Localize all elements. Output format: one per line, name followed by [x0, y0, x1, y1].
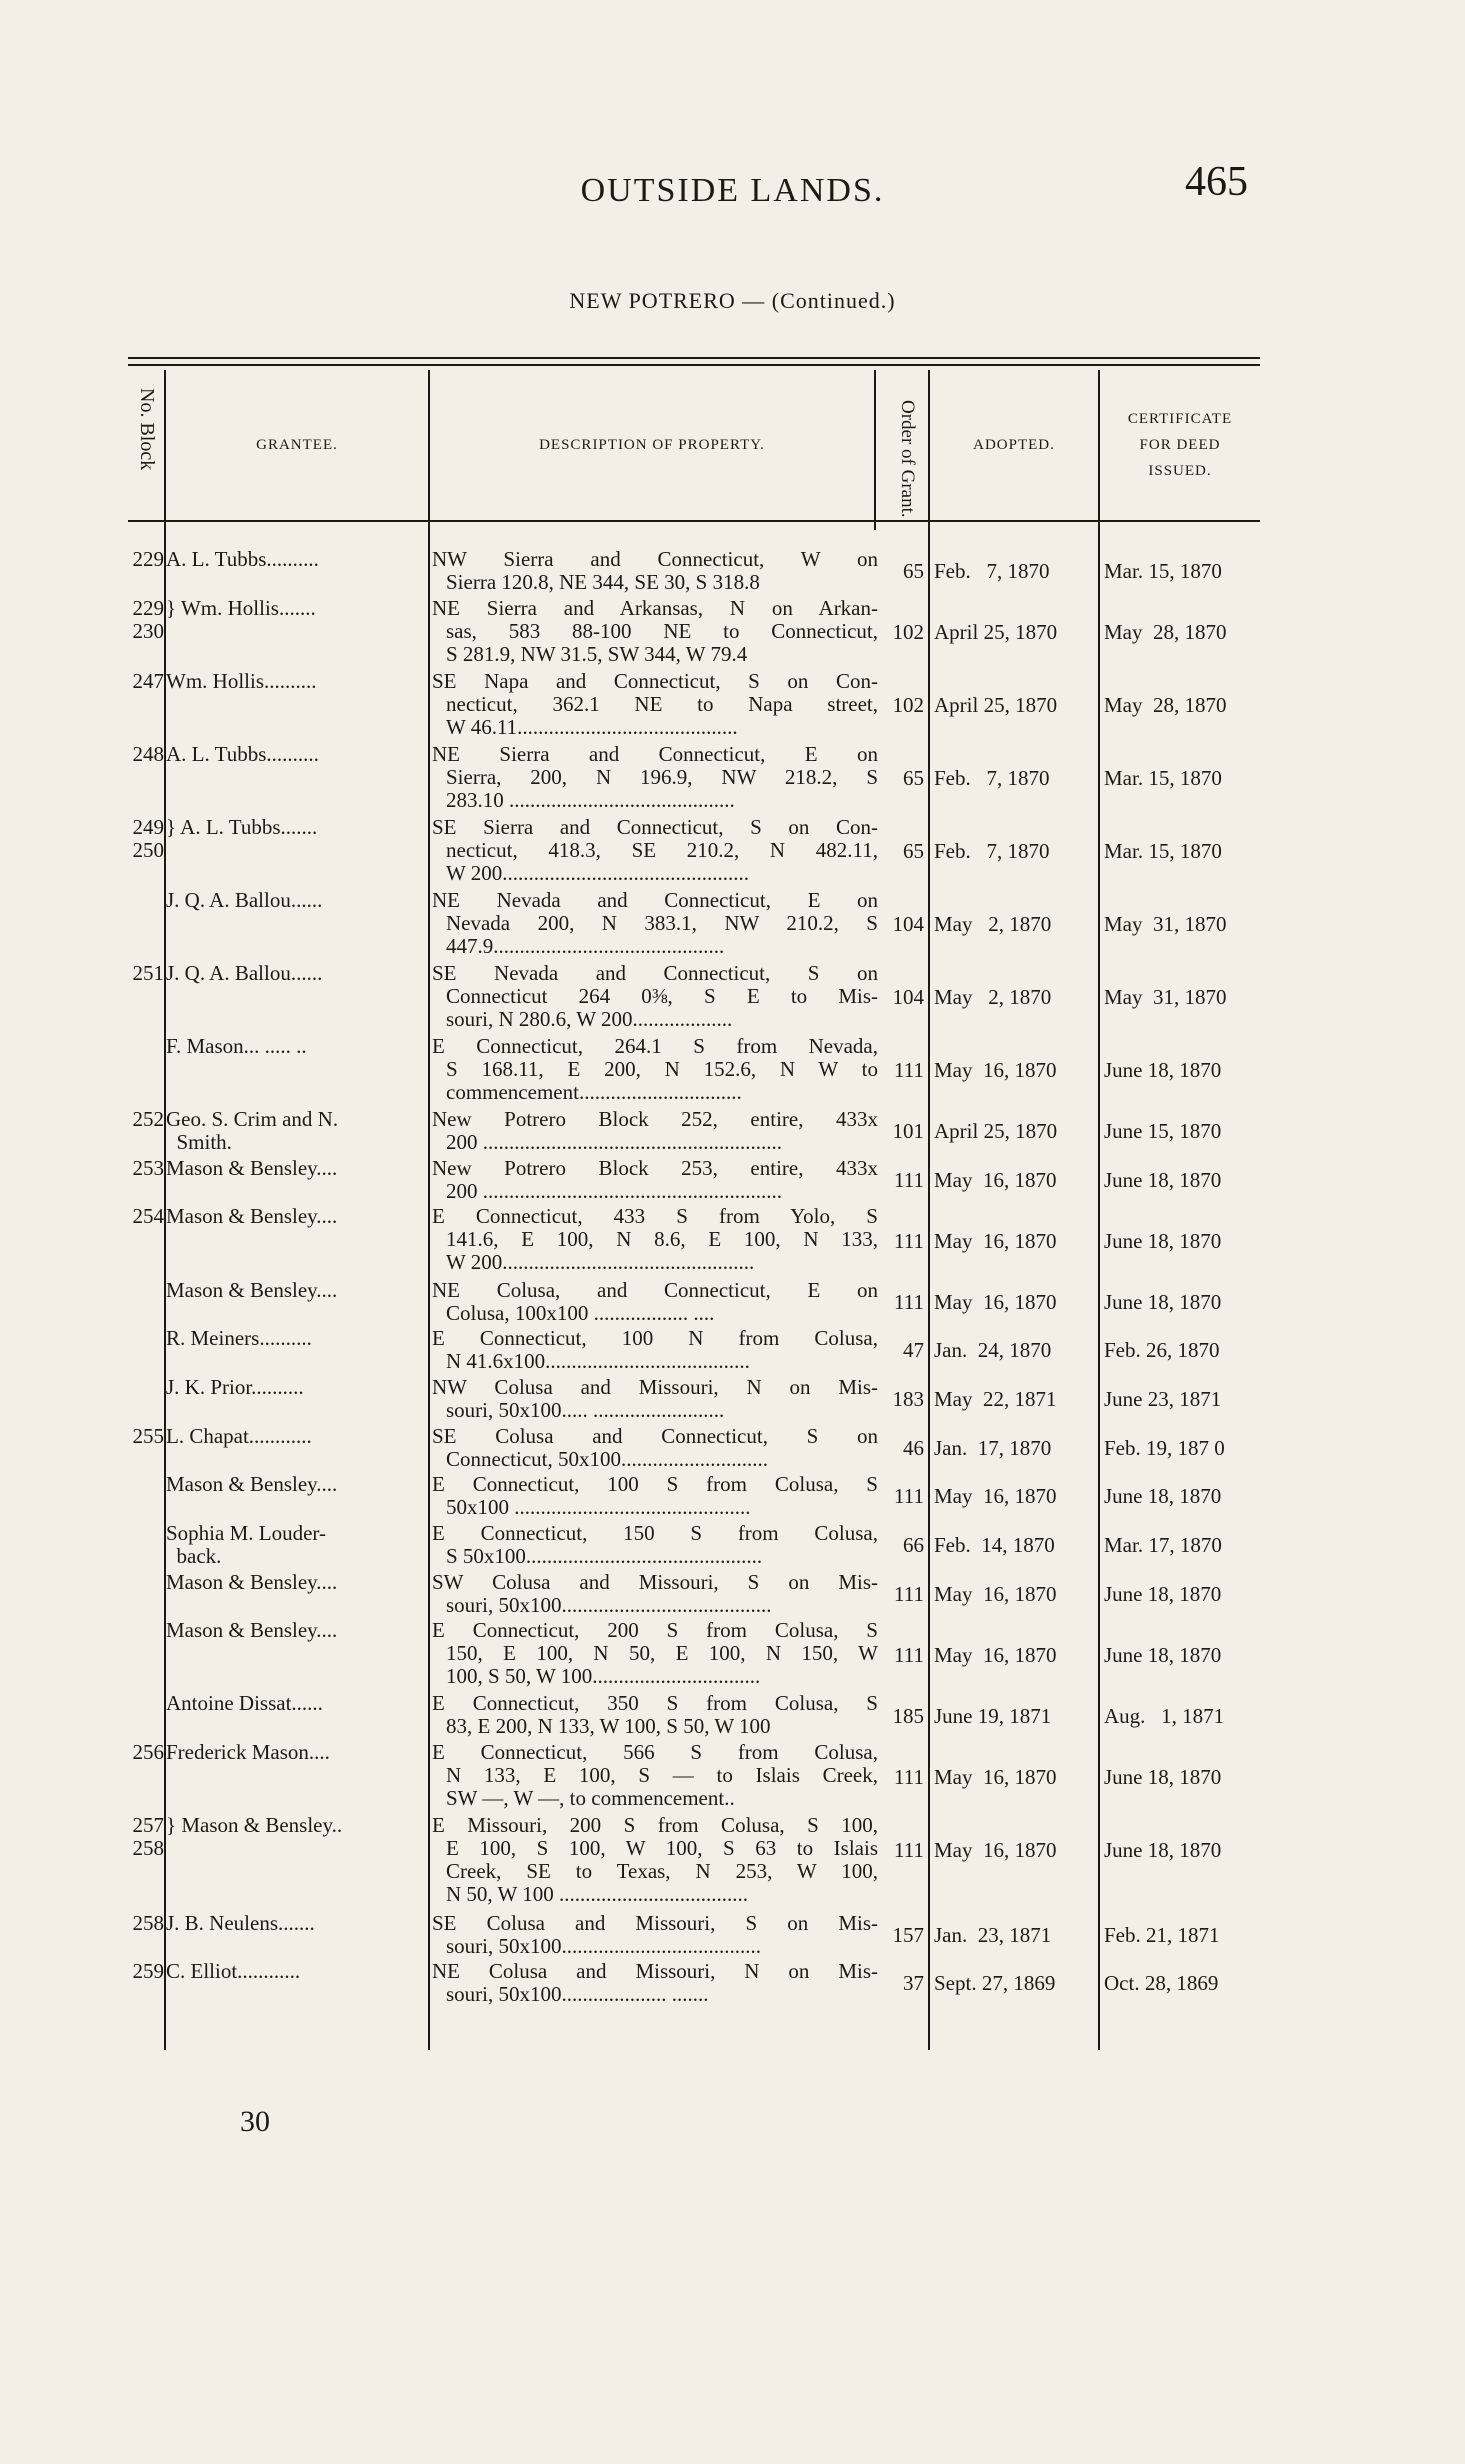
- description-line: Connecticut, 50x100............................: [446, 1446, 768, 1471]
- certificate-date: Mar. 15, 1870: [1104, 559, 1222, 584]
- certificate-date: Mar. 15, 1870: [1104, 766, 1222, 791]
- property-description: [432, 1376, 878, 1422]
- grantee: Mason & Bensley....: [166, 1472, 338, 1497]
- certificate-date: June 23, 1871: [1104, 1387, 1222, 1412]
- adopted-date: May 2, 1870: [934, 912, 1052, 937]
- signature-mark: 30: [240, 2105, 270, 2138]
- certificate-date: May 28, 1870: [1104, 693, 1227, 718]
- grantee: Geo. S. Crim and N. Smith.: [166, 1107, 339, 1155]
- adopted-date: Feb. 7, 1870: [934, 839, 1050, 864]
- description-line: NW Colusa and Missouri, N on Mis-: [432, 1374, 878, 1399]
- property-description: [432, 816, 878, 885]
- description-line: souri, 50x100..... .........................: [446, 1397, 725, 1422]
- adopted-date: Jan. 24, 1870: [934, 1338, 1052, 1363]
- description-line: N 133, E 100, S — to Islais Creek,: [446, 1763, 878, 1788]
- adopted-date: Jan. 17, 1870: [934, 1435, 1052, 1460]
- description-line: commencement...............................: [446, 1080, 742, 1104]
- top-rule: [128, 357, 1260, 359]
- grantee: Sophia M. Louder- back.: [166, 1521, 326, 1568]
- grant-order: 111: [894, 1167, 924, 1192]
- description-line: SW Colusa and Missouri, S on Mis-: [432, 1569, 878, 1594]
- block-number: 252: [132, 1107, 164, 1132]
- grant-order: 102: [892, 620, 924, 645]
- adopted-date: Feb. 7, 1870: [934, 559, 1050, 584]
- property-description: [432, 1108, 878, 1154]
- grant-order: 111: [894, 1581, 924, 1606]
- description-line: NE Colusa, and Connecticut, E on: [432, 1277, 878, 1302]
- description-line: New Potrero Block 252, entire, 433x: [432, 1107, 878, 1132]
- col-header-block: No. Block: [136, 388, 158, 471]
- description-line: SE Colusa and Connecticut, S on: [432, 1423, 878, 1448]
- certificate-date: May 31, 1870: [1104, 912, 1227, 937]
- description-line: N 50, W 100 ....................................: [446, 1882, 748, 1907]
- adopted-date: May 2, 1870: [934, 985, 1052, 1010]
- description-line: Sierra 120.8, NE 344, SE 30, S 318.8: [446, 570, 760, 594]
- property-description: [432, 889, 878, 958]
- certificate-date: Aug. 1, 1871: [1104, 1703, 1225, 1728]
- col-header-grantee: GRANTEE.: [256, 437, 338, 453]
- adopted-date: May 16, 1870: [934, 1581, 1057, 1606]
- grant-order: 157: [892, 1922, 924, 1947]
- description-line: NE Sierra and Arkansas, N on Arkan-: [432, 595, 878, 620]
- certificate-date: May 28, 1870: [1104, 620, 1227, 645]
- adopted-date: April 25, 1870: [934, 1119, 1058, 1144]
- description-line: E Connecticut, 100 N from Colusa,: [432, 1326, 878, 1351]
- grantee: Mason & Bensley....: [166, 1204, 338, 1229]
- adopted-date: May 16, 1870: [934, 1167, 1057, 1192]
- grantee: R. Meiners..........: [166, 1326, 312, 1351]
- description-line: SE Nevada and Connecticut, S on: [432, 960, 878, 985]
- description-line: New Potrero Block 253, entire, 433x: [432, 1155, 878, 1180]
- adopted-date: April 25, 1870: [934, 693, 1058, 718]
- grantee: J. B. Neulens.......: [166, 1910, 315, 1935]
- description-line: NE Sierra and Connecticut, E on: [432, 741, 878, 766]
- property-description: [432, 743, 878, 812]
- adopted-date: May 16, 1870: [934, 1228, 1057, 1253]
- grantee: Mason & Bensley....: [166, 1569, 338, 1594]
- certificate-date: June 18, 1870: [1104, 1837, 1222, 1862]
- property-description: [432, 1741, 878, 1810]
- grant-order: 111: [894, 1289, 924, 1314]
- grant-order: 104: [892, 985, 924, 1010]
- col-header-certificate: CERTIFICATE FOR DEED ISSUED.: [1127, 411, 1233, 479]
- description-line: Connecticut 264 0⅜, S E to Mis-: [446, 983, 878, 1008]
- grantee: Wm. Hollis..........: [166, 668, 317, 693]
- grant-order: 104: [892, 912, 924, 937]
- description-line: E Connecticut, 100 S from Colusa, S: [432, 1472, 878, 1497]
- grantee: J. Q. A. Ballou......: [166, 960, 323, 985]
- grantee: } Wm. Hollis.......: [166, 595, 316, 620]
- description-line: S 281.9, NW 31.5, SW 344, W 79.4: [446, 641, 748, 666]
- adopted-date: May 16, 1870: [934, 1484, 1057, 1509]
- grant-order: 65: [903, 559, 924, 584]
- description-line: W 200................................................: [446, 1250, 755, 1275]
- certificate-date: Oct. 28, 1869: [1104, 1971, 1219, 1996]
- property-description: [432, 1960, 878, 2006]
- property-description: [432, 1692, 878, 1738]
- column-divider: [874, 370, 876, 530]
- description-line: W 46.11..........................................: [446, 714, 738, 739]
- property-description: [432, 1912, 878, 1958]
- grant-order: 111: [894, 1837, 924, 1862]
- description-line: E Connecticut, 264.1 S from Nevada,: [432, 1034, 878, 1058]
- description-line: souri, N 280.6, W 200...................: [446, 1006, 733, 1031]
- certificate-date: June 18, 1870: [1104, 1764, 1222, 1789]
- certificate-date: June 18, 1870: [1104, 1289, 1222, 1314]
- description-line: SE Napa and Connecticut, S on Con-: [432, 668, 878, 693]
- description-line: necticut, 418.3, SE 210.2, N 482.11,: [446, 837, 878, 862]
- block-number: 251: [132, 960, 164, 985]
- description-line: 141.6, E 100, N 8.6, E 100, N 133,: [446, 1227, 878, 1252]
- description-line: 200 .........................................................: [446, 1178, 782, 1203]
- property-description: [432, 962, 878, 1031]
- description-line: W 200...............................................: [446, 860, 749, 885]
- grantee: A. L. Tubbs..........: [166, 547, 319, 571]
- description-line: 150, E 100, N 50, E 100, N 150, W: [446, 1641, 878, 1666]
- block-number: 248: [132, 741, 164, 766]
- adopted-date: May 16, 1870: [934, 1058, 1057, 1083]
- property-description: [432, 1522, 878, 1568]
- col-header-description: DESCRIPTION OF PROPERTY.: [539, 437, 765, 453]
- block-number: 229 230: [132, 595, 164, 643]
- description-line: N 41.6x100.......................................: [446, 1349, 750, 1374]
- grantee: Frederick Mason....: [166, 1740, 330, 1765]
- description-line: 100, S 50, W 100................................: [446, 1664, 761, 1689]
- adopted-date: Jan. 23, 1871: [934, 1922, 1052, 1947]
- block-number: 247: [132, 668, 164, 693]
- description-line: necticut, 362.1 NE to Napa street,: [446, 691, 878, 716]
- adopted-date: May 16, 1870: [934, 1837, 1057, 1862]
- block-number: 258: [132, 1910, 164, 1935]
- adopted-date: May 16, 1870: [934, 1764, 1057, 1789]
- block-number: 229: [132, 547, 164, 571]
- description-line: NE Colusa and Missouri, N on Mis-: [432, 1959, 878, 1984]
- grant-order: 111: [894, 1642, 924, 1667]
- certificate-date: Mar. 17, 1870: [1104, 1533, 1222, 1558]
- top-rule-inner: [128, 364, 1260, 366]
- certificate-date: Mar. 15, 1870: [1104, 839, 1222, 864]
- property-description: [432, 1035, 878, 1104]
- adopted-date: Feb. 14, 1870: [934, 1533, 1055, 1558]
- adopted-date: Sept. 27, 1869: [934, 1971, 1056, 1996]
- description-line: 447.9............................................: [446, 933, 725, 958]
- description-line: S 168.11, E 200, N 152.6, N W to: [446, 1057, 878, 1081]
- grantee: Mason & Bensley....: [166, 1618, 338, 1643]
- description-line: E Connecticut, 200 S from Colusa, S: [432, 1618, 878, 1643]
- column-divider: [428, 370, 430, 2050]
- grant-order: 185: [892, 1703, 924, 1728]
- property-description: [432, 597, 878, 666]
- grant-order: 46: [903, 1435, 924, 1460]
- block-number: 256: [132, 1740, 164, 1765]
- adopted-date: April 25, 1870: [934, 620, 1058, 645]
- certificate-date: June 18, 1870: [1104, 1581, 1222, 1606]
- description-line: sas, 583 88-100 NE to Connecticut,: [446, 618, 878, 643]
- description-line: 50x100 .............................................: [446, 1495, 751, 1520]
- description-line: Creek, SE to Texas, N 253, W 100,: [446, 1859, 878, 1884]
- certificate-date: May 31, 1870: [1104, 985, 1227, 1010]
- grant-order: 66: [903, 1533, 924, 1558]
- certificate-date: Feb. 19, 187 0: [1104, 1435, 1225, 1460]
- grantee: Mason & Bensley....: [166, 1155, 338, 1180]
- grant-order: 47: [903, 1338, 924, 1363]
- certificate-date: June 18, 1870: [1104, 1058, 1222, 1083]
- grant-order: 65: [903, 839, 924, 864]
- block-number: 253: [132, 1155, 164, 1180]
- grant-order: 111: [894, 1764, 924, 1789]
- description-line: S 50x100.............................................: [446, 1544, 763, 1568]
- certificate-date: Feb. 21, 1871: [1104, 1922, 1220, 1947]
- page-number: 465: [1185, 159, 1248, 205]
- description-line: Colusa, 100x100 .................. ....: [446, 1300, 715, 1325]
- description-line: souri, 50x100........................................: [446, 1592, 772, 1617]
- grantee: C. Elliot............: [166, 1959, 301, 1984]
- description-line: E Missouri, 200 S from Colusa, S 100,: [432, 1813, 878, 1838]
- adopted-date: May 16, 1870: [934, 1289, 1057, 1314]
- grantee: L. Chapat............: [166, 1423, 312, 1448]
- description-line: NW Sierra and Connecticut, W on: [432, 547, 878, 571]
- certificate-date: June 18, 1870: [1104, 1167, 1222, 1192]
- description-line: E Connecticut, 433 S from Yolo, S: [432, 1204, 878, 1229]
- running-title: OUTSIDE LANDS.: [580, 172, 885, 209]
- description-line: E 100, S 100, W 100, S 63 to Islais: [446, 1836, 878, 1861]
- col-header-order: Order of Grant.: [897, 400, 918, 518]
- grant-order: 183: [892, 1387, 924, 1412]
- adopted-date: May 22, 1871: [934, 1387, 1057, 1412]
- header-rule: [128, 520, 1260, 522]
- grant-order: 37: [903, 1971, 924, 1996]
- section-subtitle: NEW POTRERO — (Continued.): [569, 288, 896, 313]
- property-description: [432, 548, 878, 594]
- grant-order: 65: [903, 766, 924, 791]
- property-description: [432, 1814, 878, 1906]
- grantee: Mason & Bensley....: [166, 1277, 338, 1302]
- grantee: F. Mason... ..... ..: [166, 1034, 307, 1058]
- description-line: 200 .........................................................: [446, 1130, 782, 1155]
- block-number: 254: [132, 1204, 164, 1229]
- certificate-date: June 18, 1870: [1104, 1484, 1222, 1509]
- description-line: E Connecticut, 350 S from Colusa, S: [432, 1691, 878, 1716]
- grantee: J. Q. A. Ballou......: [166, 887, 323, 912]
- grant-order: 101: [892, 1119, 924, 1144]
- adopted-date: June 19, 1871: [934, 1703, 1052, 1728]
- description-line: E Connecticut, 150 S from Colusa,: [432, 1521, 878, 1545]
- description-line: souri, 50x100.................... .......: [446, 1982, 709, 2007]
- property-description: [432, 1205, 878, 1274]
- certificate-date: June 18, 1870: [1104, 1228, 1222, 1253]
- description-line: Sierra, 200, N 196.9, NW 218.2, S: [446, 764, 878, 789]
- description-line: SW —, W —, to commencement..: [446, 1786, 735, 1811]
- description-line: 83, E 200, N 133, W 100, S 50, W 100: [446, 1714, 771, 1739]
- block-number: 255: [132, 1423, 164, 1448]
- certificate-date: June 18, 1870: [1104, 1642, 1222, 1667]
- certificate-date: June 15, 1870: [1104, 1119, 1222, 1144]
- description-line: E Connecticut, 566 S from Colusa,: [432, 1740, 878, 1765]
- property-description: [432, 1473, 878, 1519]
- grantee: J. K. Prior..........: [166, 1374, 304, 1399]
- grantee: A. L. Tubbs..........: [166, 741, 319, 766]
- column-divider: [928, 370, 930, 2050]
- description-line: SE Colusa and Missouri, S on Mis-: [432, 1910, 878, 1935]
- grantee: } Mason & Bensley..: [166, 1813, 343, 1838]
- description-line: souri, 50x100......................................: [446, 1933, 761, 1958]
- property-description: [432, 1425, 878, 1471]
- property-description: [432, 1619, 878, 1688]
- description-line: SE Sierra and Connecticut, S on Con-: [432, 814, 878, 839]
- property-table: [128, 370, 1260, 2050]
- property-description: [432, 1279, 878, 1325]
- property-description: [432, 1327, 878, 1373]
- grant-order: 102: [892, 693, 924, 718]
- block-number: 257 258: [132, 1813, 164, 1861]
- description-line: Nevada 200, N 383.1, NW 210.2, S: [446, 910, 878, 935]
- certificate-date: Feb. 26, 1870: [1104, 1338, 1220, 1363]
- block-number: 249 250: [132, 814, 164, 862]
- adopted-date: May 16, 1870: [934, 1642, 1057, 1667]
- property-description: [432, 670, 878, 739]
- grant-order: 111: [894, 1484, 924, 1509]
- grant-order: 111: [894, 1228, 924, 1253]
- property-description: [432, 1571, 878, 1617]
- grantee: } A. L. Tubbs.......: [166, 814, 318, 839]
- property-description: [432, 1157, 878, 1203]
- col-header-adopted: ADOPTED.: [973, 437, 1055, 453]
- grantee: Antoine Dissat......: [166, 1691, 323, 1716]
- description-line: 283.10 ...........................................: [446, 787, 735, 812]
- adopted-date: Feb. 7, 1870: [934, 766, 1050, 791]
- description-line: NE Nevada and Connecticut, E on: [432, 887, 878, 912]
- grant-order: 111: [894, 1058, 924, 1083]
- block-number: 259: [132, 1959, 164, 1984]
